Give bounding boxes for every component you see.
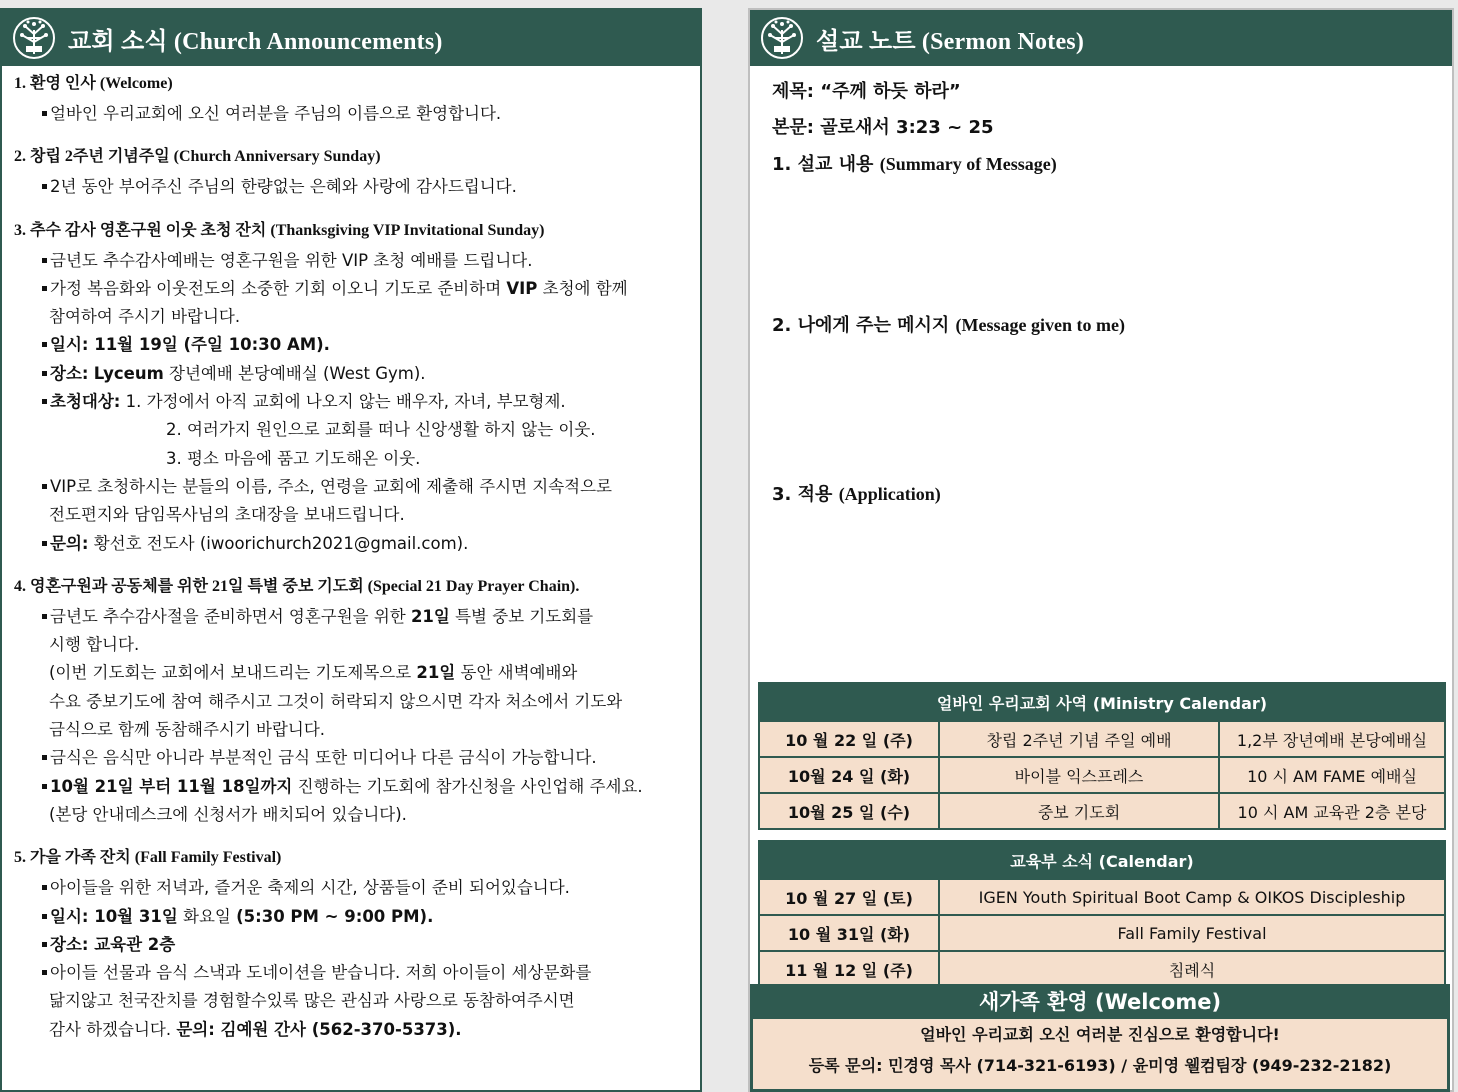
heading-en: (Special 21 Day Prayer Chain). xyxy=(367,577,580,595)
label: 문의: xyxy=(50,533,89,553)
calendar-event: 창립 2주년 기념 주일 예배 xyxy=(939,721,1219,757)
bullet-line xyxy=(42,275,688,303)
announcements-banner xyxy=(2,10,700,66)
section-anniversary xyxy=(14,147,688,201)
contact-email: 황선호 전도사 (iwoorichurch2021@gmail.com). xyxy=(88,533,469,553)
notes-space[interactable] xyxy=(772,183,1430,307)
section-heading xyxy=(14,577,688,597)
text: (이번 기도회는 교회에서 보내드리는 기도제목으로 xyxy=(49,663,417,683)
ministry-calendar-table xyxy=(758,682,1446,830)
announcements-title: 교회 소식 (Church Announcements) xyxy=(68,28,443,55)
announcements-panel xyxy=(0,8,702,1092)
heading-ko: 4. 영혼구원과 공동체를 위한 21일 특별 중보 기도회 xyxy=(14,577,364,595)
section-welcome xyxy=(14,74,688,128)
continuation-line: 닮지않고 천국잔치를 경험할수있록 많은 관심과 사랑으로 동참하여주시면 xyxy=(49,991,575,1011)
table-row xyxy=(759,951,1445,987)
calendar-date: 10월 24 일 (화) xyxy=(759,757,939,793)
calendar-date: 10월 25 일 (수) xyxy=(759,793,939,829)
text: 특별 중보 기도회를 xyxy=(449,606,594,626)
section-heading xyxy=(14,221,688,241)
calendar-location: 10 시 AM 교육관 2층 본당 xyxy=(1219,793,1445,829)
text-bold: 21일 xyxy=(416,663,456,683)
contact-line xyxy=(42,530,688,558)
calendar-date: 10 월 22 일 (주) xyxy=(759,721,939,757)
heading-en: (Summary of Message) xyxy=(879,154,1057,174)
event-place xyxy=(42,360,688,388)
text: 초청에 함께 xyxy=(537,278,628,298)
text-bold: 10월 21일 부터 11월 18일까지 xyxy=(50,776,293,796)
text: 가정 복음화와 이웃전도의 소중한 기회 이오니 기도로 준비하며 xyxy=(50,278,507,298)
table-row xyxy=(759,721,1445,757)
welcome-title: 새가족 환영 (Welcome) xyxy=(753,987,1447,1019)
invite-target xyxy=(42,388,688,416)
continuation-line xyxy=(42,1016,688,1044)
label: 장소: xyxy=(50,363,89,383)
heading-ko: 2. 나에게 주는 메시지 xyxy=(772,315,950,336)
notes-space[interactable] xyxy=(772,344,1430,476)
calendar-location: 1,2부 장년예배 본당예배실 xyxy=(1219,721,1445,757)
sermon-banner xyxy=(750,10,1452,66)
section-heading xyxy=(14,147,688,167)
calendar-event: 바이블 익스프레스 xyxy=(939,757,1219,793)
sermon-scripture: 본문: 골로새서 3:23 ~ 25 xyxy=(772,117,994,138)
heading-ko: 5. 가을 가족 잔치 xyxy=(14,849,131,867)
section-prayer-chain xyxy=(14,577,688,829)
calendar-event: 침례식 xyxy=(939,951,1445,987)
heading-en: (Message given to me) xyxy=(955,315,1125,335)
text-bold: Lyceum xyxy=(93,363,164,383)
bullet-line xyxy=(42,773,688,801)
heading-en: (Church Anniversary Sunday) xyxy=(173,148,381,166)
calendar-event: Fall Family Festival xyxy=(939,915,1445,951)
bullet-line: 얼바인 우리교회에 오신 여러분을 주님의 이름으로 환영합니다. xyxy=(42,100,688,128)
text: 장년예배 본당예배실 (West Gym). xyxy=(163,363,426,383)
heading-en: (Fall Family Festival) xyxy=(134,849,282,867)
calendar-date: 10 월 31일 (화) xyxy=(759,915,939,951)
continuation-line xyxy=(42,659,688,687)
heading-en: (Application) xyxy=(838,484,941,504)
continuation-line: 금식으로 함께 동참해주시기 바랍니다. xyxy=(49,720,326,740)
section-heading xyxy=(14,74,688,94)
continuation-line: 참여하여 주시기 바랍니다. xyxy=(49,307,241,327)
sermon-title: 설교 노트 (Sermon Notes) xyxy=(816,28,1085,55)
new-family-welcome-box xyxy=(750,984,1450,1092)
bullet-line xyxy=(42,603,688,631)
section-fall-festival xyxy=(14,848,688,1044)
bullet-line: 아이들 선물과 음식 스낵과 도네이션을 받습니다. 저희 아이들이 세상문화를 xyxy=(42,959,688,987)
bullet-line: 2년 동안 부어주신 주님의 한량없는 은혜와 사랑에 감사드립니다. xyxy=(42,173,688,201)
calendar-location: 10 시 AM FAME 예배실 xyxy=(1219,757,1445,793)
welcome-message: 얼바인 우리교회 오신 여러분 진심으로 환영합니다! xyxy=(920,1025,1280,1044)
sermon-panel xyxy=(748,8,1454,1092)
heading-en: (Welcome) xyxy=(99,75,173,92)
sermon-subject: 제목: “주께 하듯 하라” xyxy=(772,81,961,102)
bullet-line: 금년도 추수감사예배는 영혼구원을 위한 VIP 초청 예배를 드립니다. xyxy=(42,247,688,275)
heading-ko: 3. 적용 xyxy=(772,484,833,505)
section-thanksgiving xyxy=(14,221,688,558)
calendar-date: 10 월 27 일 (토) xyxy=(759,879,939,915)
bullet-line: VIP로 초청하시는 분들의 이름, 주소, 연령을 교회에 제출해 주시면 지속적으로 xyxy=(42,473,688,501)
table-row xyxy=(759,757,1445,793)
text: 화요일 xyxy=(177,906,237,926)
sermon-summary-heading xyxy=(772,146,1430,183)
text-bold: (5:30 PM ~ 9:00 PM). xyxy=(236,906,434,926)
continuation-line: (본당 안내데스크에 신청서가 배치되어 있습니다). xyxy=(49,804,407,824)
table-header-row xyxy=(759,683,1445,721)
continuation-line: 시행 합니다. xyxy=(49,635,140,655)
heading-ko: 1. 환영 인사 xyxy=(14,75,96,92)
event-date xyxy=(42,903,688,931)
text: 감사 하겠습니다. xyxy=(49,1019,177,1039)
continuation-line: 전도편지와 담임목사님의 초대장을 보내드립니다. xyxy=(49,505,405,525)
continuation-line: 수요 중보기도에 참여 해주시고 그것이 허락되지 않으시면 각자 처소에서 기도와 xyxy=(49,691,623,711)
text-bold: 21일 xyxy=(410,606,450,626)
section-heading xyxy=(14,848,688,868)
calendar-date: 11 월 12 일 (주) xyxy=(759,951,939,987)
education-calendar-table xyxy=(758,840,1446,988)
table-row xyxy=(759,915,1445,951)
table-row xyxy=(759,879,1445,915)
heading-ko: 3. 추수 감사 영혼구원 이웃 초청 잔치 xyxy=(14,221,267,239)
invite-target-item: 2. 여러가지 원인으로 교회를 떠나 신앙생활 하지 않는 이웃. xyxy=(166,420,596,440)
invite-target-item: 3. 평소 마음에 품고 기도해온 이웃. xyxy=(166,448,421,468)
text-bold: VIP xyxy=(506,278,538,298)
calendar-event: 중보 기도회 xyxy=(939,793,1219,829)
text-bold: 일시: 10월 31일 xyxy=(50,906,178,926)
heading-ko: 2. 창립 2주년 기념주일 xyxy=(14,148,170,166)
table-header-row xyxy=(759,841,1445,879)
education-calendar-title: 교육부 소식 (Calendar) xyxy=(759,841,1445,879)
calendar-event: IGEN Youth Spiritual Boot Camp & OIKOS Discipleship xyxy=(939,879,1445,915)
bullet-line: 금식은 음식만 아니라 부분적인 금식 또한 미디어나 다른 금식이 가능합니다. xyxy=(42,744,688,772)
heading-en: (Thanksgiving VIP Invitational Sunday) xyxy=(270,221,545,239)
ministry-calendar-title: 얼바인 우리교회 사역 (Ministry Calendar) xyxy=(759,683,1445,721)
sermon-application-heading xyxy=(772,476,1430,513)
table-row xyxy=(759,793,1445,829)
text: 1. 가정에서 아직 교회에 나오지 않는 배우자, 자녀, 부모형제. xyxy=(120,392,566,412)
heading-ko: 1. 설교 내용 xyxy=(772,154,874,175)
bullet-line: 아이들을 위한 저녁과, 즐거운 축제의 시간, 상품들이 준비 되어있습니다. xyxy=(42,874,688,902)
sermon-message-heading xyxy=(772,307,1430,344)
text: 진행하는 기도회에 참가신청을 사인업해 주세요. xyxy=(292,776,643,796)
tree-cross-logo-icon xyxy=(760,16,804,60)
contact-phone: 문의: 김예원 간사 (562-370-5373). xyxy=(176,1019,462,1039)
text: 동안 새벽예배와 xyxy=(455,663,578,683)
text: 금년도 추수감사절을 준비하면서 영혼구원을 위한 xyxy=(50,606,411,626)
label: 초청대상: xyxy=(50,392,121,412)
registration-contact: 등록 문의: 민경영 목사 (714-321-6193) / 윤미영 웰컴팀장 (949-232-2182) xyxy=(808,1056,1392,1075)
tree-cross-logo-icon xyxy=(12,16,56,60)
event-date: 일시: 11월 19일 (주일 10:30 AM). xyxy=(42,331,688,359)
event-place: 장소: 교육관 2층 xyxy=(42,931,688,959)
